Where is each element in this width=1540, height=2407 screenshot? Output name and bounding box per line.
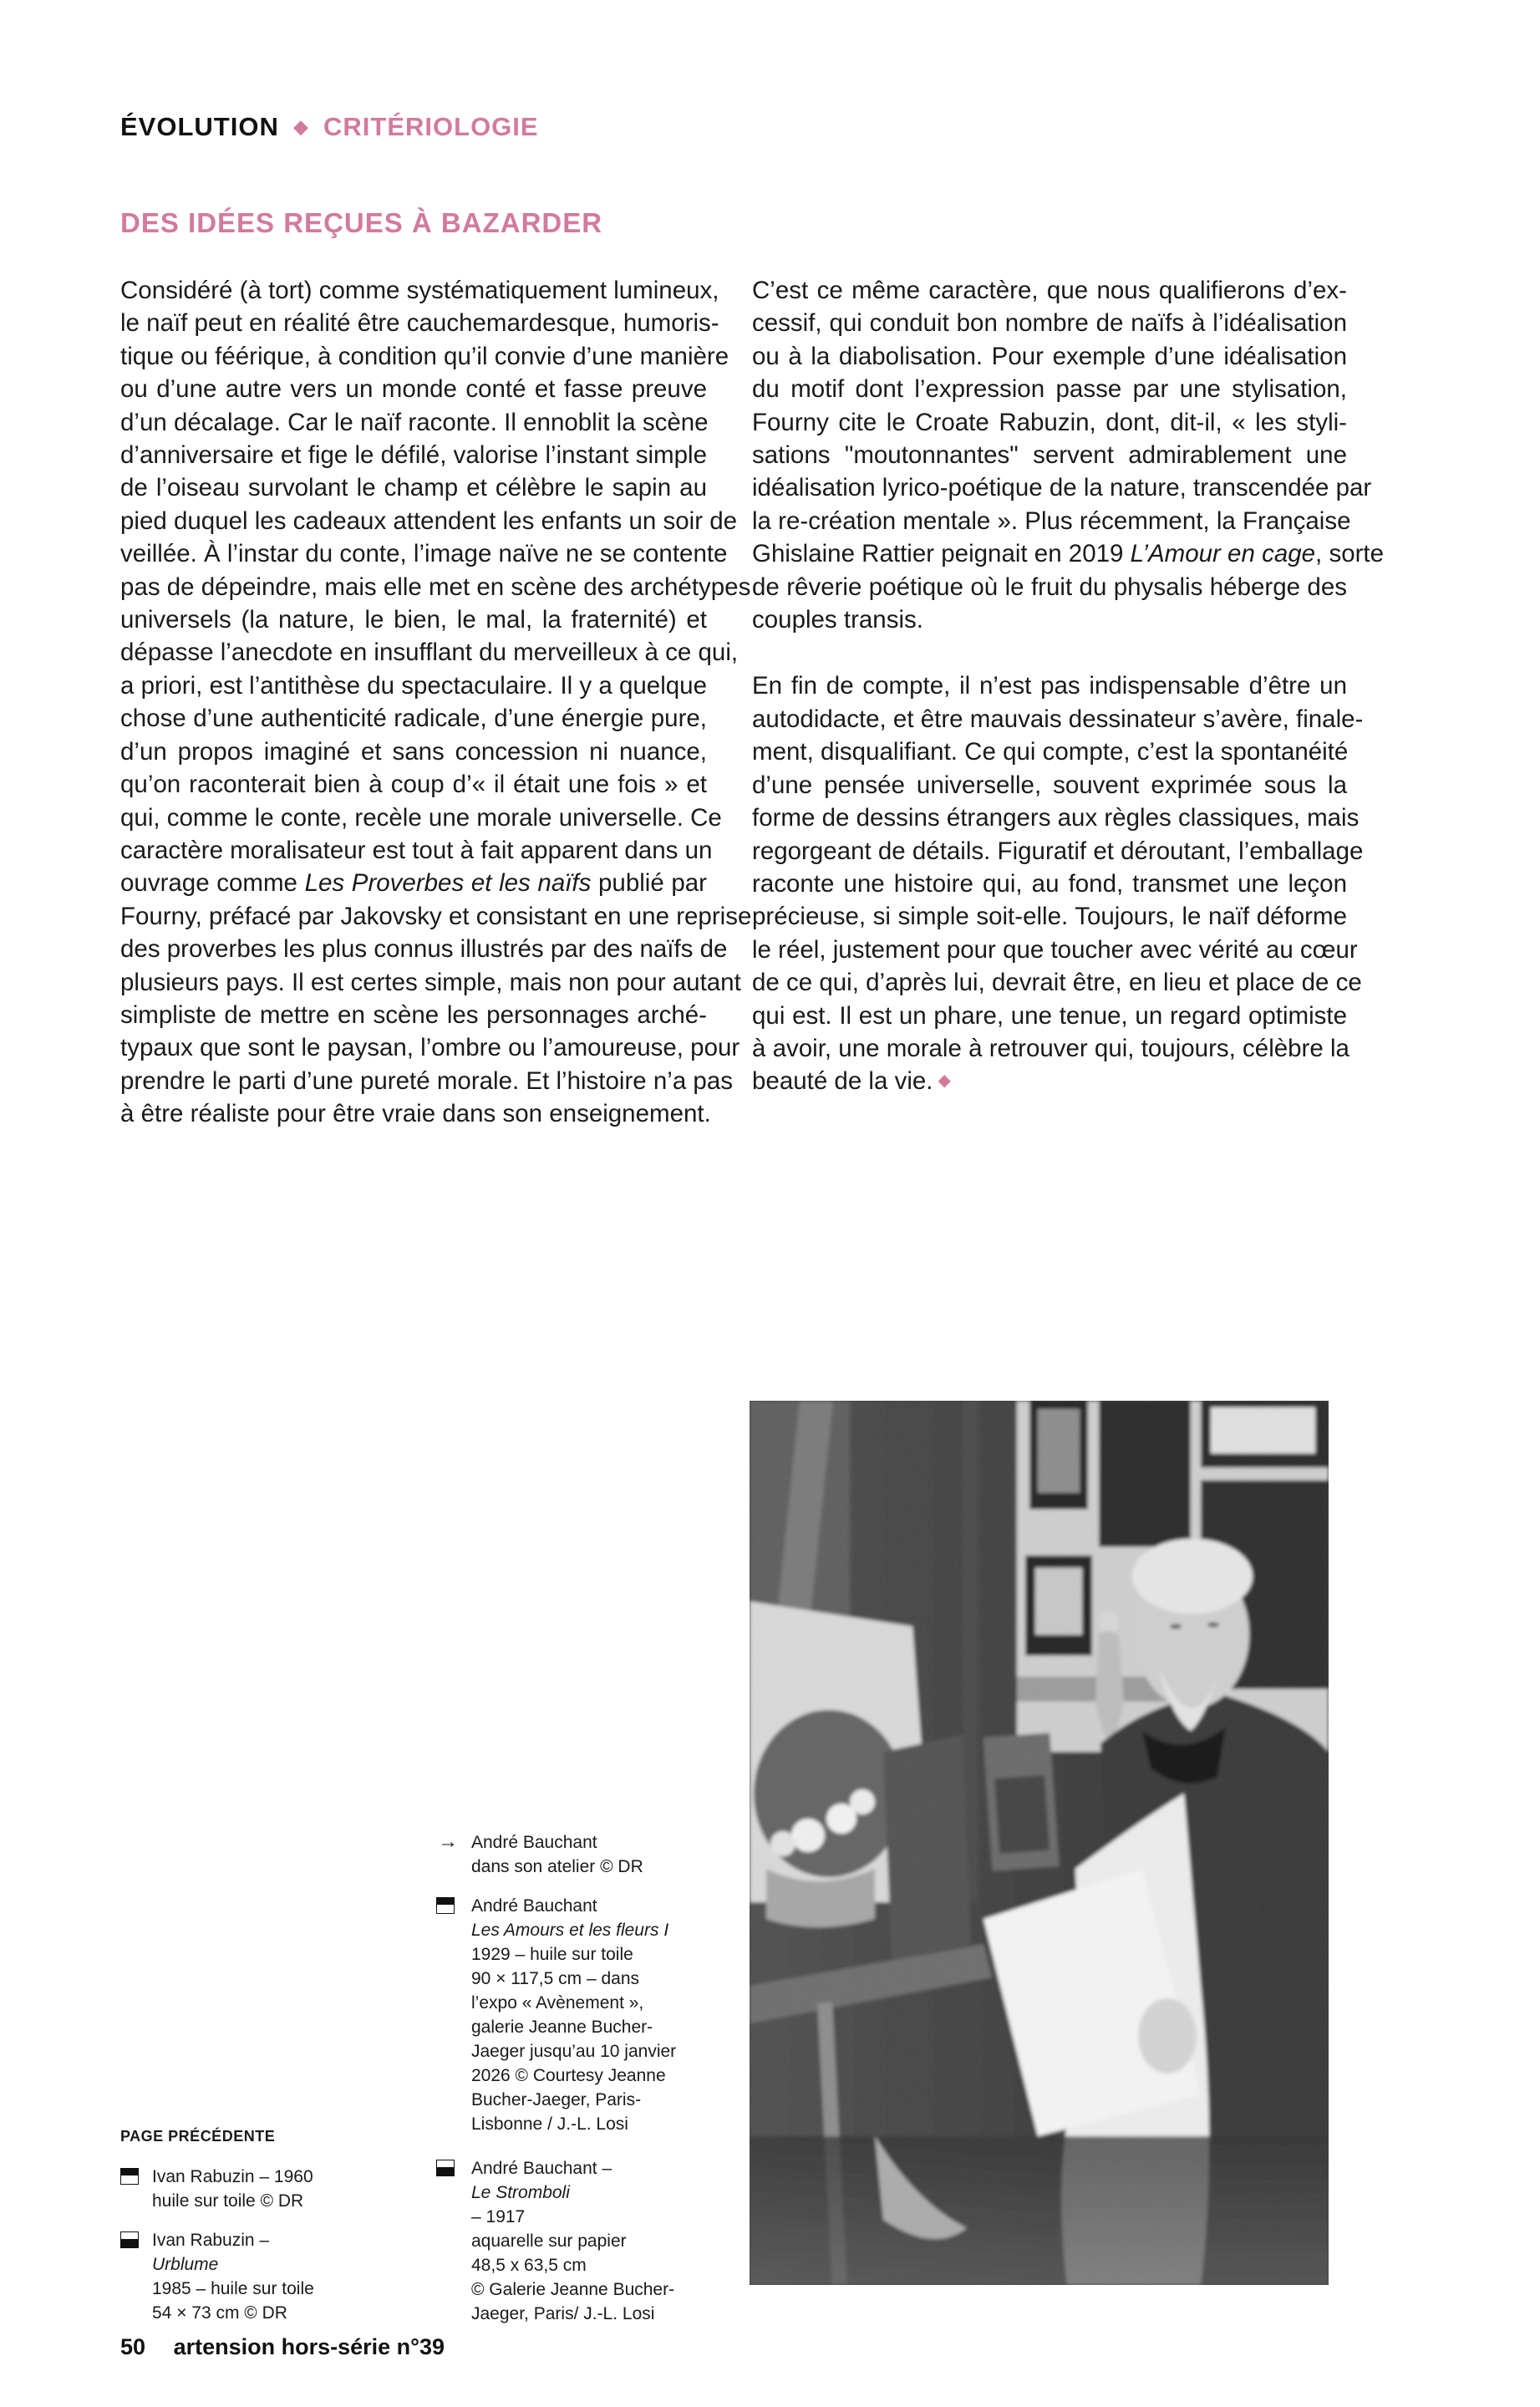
text-line-final — [752, 1065, 1347, 1101]
page-number: 50 — [120, 2334, 146, 2359]
text-line: d’une pensée universelle, souvent exprimée sous la — [752, 771, 1347, 799]
text-line: Fourny, préfacé par Jakovsky et consistant en une reprise — [120, 902, 752, 930]
text-line: universels (la nature, le bien, le mal, la fraternité) et — [120, 606, 707, 634]
text-line: regorgeant de détails. Figuratif et déroutant, l’emballage — [752, 837, 1364, 865]
caption-line: 2026 © Courtesy Jeanne — [471, 2066, 666, 2085]
text-line: tique ou féérique, à condition qu’il convie d’une manière — [120, 342, 729, 370]
text-line-with-title — [752, 537, 1385, 570]
caption-text — [152, 2165, 313, 2213]
text-line: caractère moralisateur est tout à fait apparent dans un — [120, 836, 713, 864]
text-line: de ce qui, d’après lui, devrait être, en lieu et place de ce — [752, 969, 1362, 997]
caption-line: André Bauchant — [471, 1833, 597, 1852]
text-line: de rêverie poétique où le fruit du physalis héberge des — [752, 572, 1347, 601]
text-line: la re-création mentale ». Plus récemment, la Française — [752, 506, 1351, 535]
text-line: C’est ce même caractère, que nous qualifierons d’ex- — [752, 277, 1347, 304]
text-line: d’un décalage. Car le naïf raconte. Il ennoblit la scène — [120, 408, 709, 436]
caption-text — [152, 2228, 314, 2325]
text-line: qu’on raconterait bien à coup d’« il était une fois » et — [120, 771, 707, 799]
artwork-title: Les Amours et les fleurs I — [471, 1921, 669, 1940]
text-line: à être réaliste pour être vraie dans son enseignement. — [120, 1100, 711, 1128]
previous-page-label: PAGE PRÉCÉDENTE — [120, 2128, 276, 2145]
arrow-right-icon: → — [438, 1830, 458, 1853]
caption-line: Ivan Rabuzin – 1960 — [152, 2167, 313, 2186]
caption-line: aquarelle sur papier — [471, 2231, 627, 2251]
text-line: plusieurs pays. Il est certes simple, mais non pour autant — [120, 968, 741, 996]
box-top-filled-icon — [120, 2168, 139, 2185]
text-line: cessif, qui conduit bon nombre de naïfs à l’idéalisation — [752, 309, 1347, 338]
article-title: DES IDÉES REÇUES À BAZARDER — [120, 207, 603, 238]
book-title: Les Proverbes et les naïfs — [304, 869, 592, 898]
text-line: simpliste de mettre en scène les personnages arché- — [120, 1000, 707, 1029]
text-line: ment, disqualifiant. Ce qui compte, c’est la spontanéité — [752, 738, 1349, 766]
caption-line: 90 × 117,5 cm – dans — [471, 1969, 639, 1988]
text-line: précieuse, si simple soit-elle. Toujours, le naïf déforme — [752, 903, 1347, 931]
caption-line: huile sur toile © DR — [152, 2191, 304, 2211]
text-line: pas de dépeindre, mais elle met en scène des archétypes — [120, 572, 751, 601]
caption-line: 54 × 73 cm © DR — [152, 2303, 287, 2323]
text-line: forme de dessins étrangers aux règles classiques, mais — [752, 804, 1360, 832]
section-header — [120, 112, 539, 142]
caption-line: 1929 – huile sur toile — [471, 1945, 633, 1964]
caption-line: 1985 – huile sur toile — [152, 2279, 314, 2298]
caption-text — [471, 1894, 676, 2136]
text-line: le naïf peut en réalité être cauchemardesque, humoris- — [120, 309, 719, 338]
artwork-title: Le Stromboli — [471, 2183, 570, 2202]
text-line: qui, comme le conte, recèle une morale universelle. Ce — [120, 803, 722, 832]
page-footer — [120, 2334, 445, 2360]
text-line: chose d’une authenticité radicale, d’une énergie pure, — [120, 705, 707, 733]
article-column-right — [752, 274, 1385, 1102]
caption-fragment: Ivan Rabuzin – — [152, 2231, 270, 2250]
text-line: d’anniversaire et fige le défilé, valorise l’instant simple — [120, 441, 707, 470]
text-fragment: Ghislaine Rattier peignait en 2019 — [752, 540, 1131, 568]
text-line: idéalisation lyrico-poétique de la nature, transcendée par — [752, 474, 1372, 502]
artwork-title: Urblume — [152, 2255, 219, 2274]
text-line: autodidacte, et être mauvais dessinateur s’avère, finale- — [752, 705, 1364, 733]
photo-andre-bauchant-atelier — [750, 1401, 1329, 2285]
text-line: Considéré (à tort) comme systématiquement lumineux, — [120, 277, 719, 304]
end-diamond-icon: ◆ — [938, 1071, 951, 1091]
text-line: d’un propos imaginé et sans concession ni nuance, — [120, 737, 707, 766]
text-line: sations "moutonnantes" servent admirablement une — [752, 441, 1347, 470]
caption-text — [471, 1830, 643, 1879]
text-fragment: , sorte — [1315, 540, 1385, 568]
subsection-label: CRITÉRIOLOGIE — [323, 112, 539, 141]
caption-text — [471, 2156, 674, 2326]
caption-line: 48,5 x 63,5 cm — [471, 2256, 587, 2275]
text-line: à avoir, une morale à retrouver qui, toujours, célèbre la — [752, 1034, 1349, 1062]
text-line: le réel, justement pour que toucher avec vérité au cœur — [752, 935, 1358, 964]
caption-line: Bucher-Jaeger, Paris- — [471, 2090, 642, 2109]
text-line: typaux que sont le paysan, l’ombre ou l’amoureuse, pour — [120, 1034, 740, 1062]
section-label: ÉVOLUTION — [120, 112, 279, 141]
paragraph-gap — [752, 636, 1347, 669]
caption-line: Jaeger, Paris/ J.-L. Losi — [471, 2304, 655, 2323]
text-fragment: ouvrage comme — [120, 869, 305, 898]
caption-fragment: – 1917 — [471, 2207, 526, 2226]
text-line: qui est. Il est un phare, une tenue, un regard optimiste — [752, 1001, 1347, 1030]
box-bottom-filled-icon — [436, 2160, 455, 2176]
text-fragment: publié par — [591, 869, 707, 898]
text-line: du motif dont l’expression passe par une stylisation, — [752, 375, 1347, 404]
article-column-left — [120, 274, 752, 1131]
artwork-title: L’Amour en cage — [1130, 540, 1316, 568]
diamond-separator-icon: ◆ — [293, 116, 309, 137]
text-line: a priori, est l’antithèse du spectaculaire. Il y a quelque — [120, 671, 707, 700]
text-line: prendre le parti d’une pureté morale. Et l’histoire n’a pas — [120, 1066, 733, 1095]
text-line: veillée. À l’instar du conte, l’image naïve ne se contente — [120, 540, 728, 568]
caption-line: André Bauchant – — [471, 2159, 612, 2178]
publication-name: artension hors-série n°39 — [173, 2334, 445, 2359]
text-line: pied duquel les cadeaux attendent les enfants un soir de — [120, 506, 738, 535]
caption-line: l’expo « Avènement », — [471, 1993, 644, 2013]
text-fragment: beauté de la vie. — [752, 1067, 933, 1096]
box-top-filled-icon — [436, 1897, 455, 1914]
text-line: de l’oiseau survolant le champ et célèbre le sapin au — [120, 474, 707, 502]
text-line: couples transis. — [752, 606, 923, 634]
caption-line: André Bauchant — [471, 1896, 597, 1916]
caption-title-line — [152, 2228, 314, 2277]
text-line: des proverbes les plus connus illustrés par des naïfs de — [120, 935, 728, 964]
photo-illustration — [750, 1401, 1329, 2285]
caption-line: Lisbonne / J.-L. Losi — [471, 2114, 628, 2134]
box-bottom-filled-icon — [120, 2231, 139, 2248]
text-line: raconte une histoire qui, au fond, transmet une leçon — [752, 869, 1347, 898]
text-line-with-title — [120, 867, 707, 899]
caption-line: © Galerie Jeanne Bucher- — [471, 2280, 675, 2299]
text-line: dépasse l’anecdote en insufflant du merveilleux à ce qui, — [120, 639, 739, 667]
caption-line: dans son atelier © DR — [471, 1857, 643, 1876]
caption-line: galerie Jeanne Bucher- — [471, 2018, 653, 2037]
caption-title — [471, 1918, 676, 1942]
text-line: Fourny cite le Croate Rabuzin, dont, dit-il, « les styli- — [752, 408, 1347, 436]
text-line: En fin de compte, il n’est pas indispensable d’être un — [752, 672, 1347, 700]
caption-title-line — [471, 2181, 674, 2229]
text-line: ou d’une autre vers un monde conté et fasse preuve — [120, 375, 707, 404]
text-line: ou à la diabolisation. Pour exemple d’une idéalisation — [752, 342, 1347, 370]
caption-line: Jaeger jusqu’au 10 janvier — [471, 2042, 677, 2061]
